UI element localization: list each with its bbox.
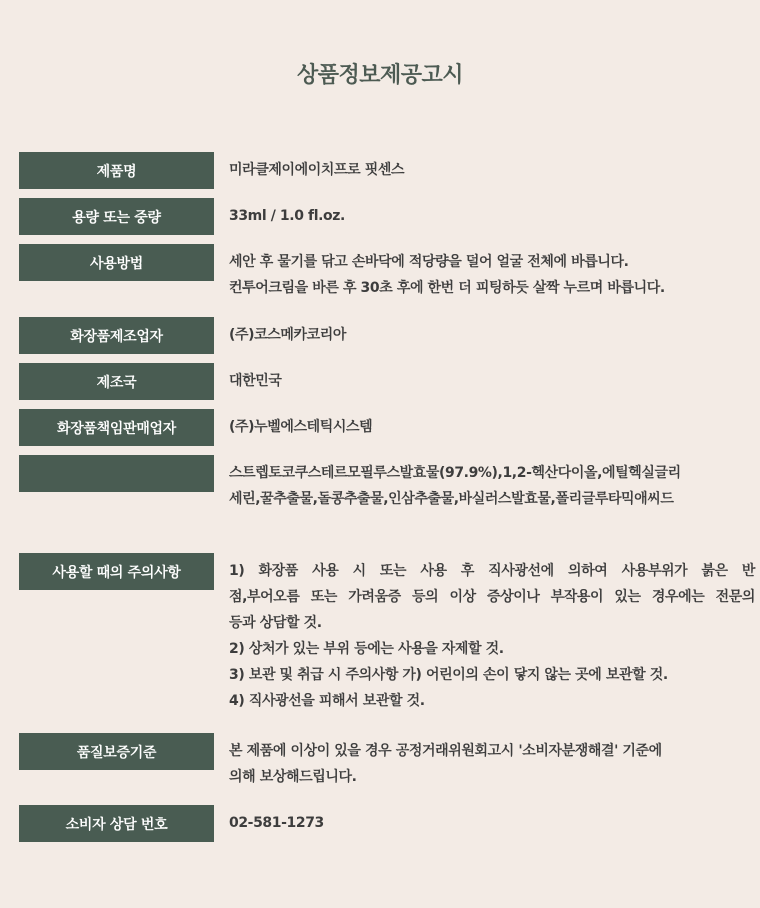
value-line: 3) 보관 및 취급 시 주의사항 가) 어린이의 손이 닿지 않는 곳에 보관할 것.: [229, 667, 668, 683]
row-label: 품질보증기준: [19, 733, 214, 770]
value-line: (주)누벨에스테틱시스템: [229, 419, 373, 435]
row-value: [229, 198, 755, 229]
row-label: 사용방법: [19, 244, 214, 281]
value-line: 세린,꿀추출물,돌콩추출물,인삼추출물,바실러스발효물,폴리글루타믹애씨드: [229, 491, 674, 507]
value-line: (주)코스메카코리아: [229, 327, 346, 343]
row-value: [229, 409, 755, 440]
value-line: 본 제품에 이상이 있을 경우 공정거래위원회고시 '소비자분쟁해결' 기준에: [229, 743, 662, 759]
row-label: 사용할 때의 주의사항: [19, 553, 214, 590]
row-label: [19, 455, 214, 492]
value-line: 등과 상담할 것.: [229, 615, 322, 631]
row-value: [229, 363, 755, 394]
row-value: [229, 317, 755, 348]
row-value: [229, 805, 755, 836]
value-line: 대한민국: [229, 373, 282, 389]
row-label: 제조국: [19, 363, 214, 400]
row-label: 제품명: [19, 152, 214, 189]
row-label: 용량 또는 중량: [19, 198, 214, 235]
row-label: 화장품제조업자: [19, 317, 214, 354]
value-line: 의해 보상해드립니다.: [229, 769, 357, 785]
row-value: [229, 455, 755, 512]
row-value: [229, 733, 755, 790]
row-value: [229, 244, 755, 301]
page-title: 상품정보제공고시: [296, 63, 464, 88]
row-value: [229, 152, 755, 183]
value-line: 컨투어크림을 바른 후 30초 후에 한번 더 피팅하듯 살짝 누르며 바릅니다.: [229, 280, 665, 296]
value-line: 1) 화장품 사용 시 또는 사용 후 직사광선에 의하여 사용부위가 붉은 반: [229, 563, 755, 579]
value-line: 02-581-1273: [229, 815, 324, 831]
value-line: 점,부어오름 또는 가려움증 등의 이상 증상이나 부작용이 있는 경우에는 전문의: [229, 589, 755, 605]
value-line: 미라클제이에이치프로 핏센스: [229, 162, 405, 178]
row-value: [229, 553, 755, 714]
value-line: 2) 상처가 있는 부위 등에는 사용을 자제할 것.: [229, 641, 504, 657]
value-line: 4) 직사광선을 피해서 보관할 것.: [229, 693, 425, 709]
row-label: 소비자 상담 번호: [19, 805, 214, 842]
row-label: 화장품책임판매업자: [19, 409, 214, 446]
value-line: 세안 후 물기를 닦고 손바닥에 적당량을 덜어 얼굴 전체에 바릅니다.: [229, 254, 629, 270]
value-line: 스트렙토코쿠스테르모필루스발효물(97.9%),1,2-헥산다이올,에틸헥실글리: [229, 465, 681, 481]
value-line: 33ml / 1.0 fl.oz.: [229, 208, 345, 224]
